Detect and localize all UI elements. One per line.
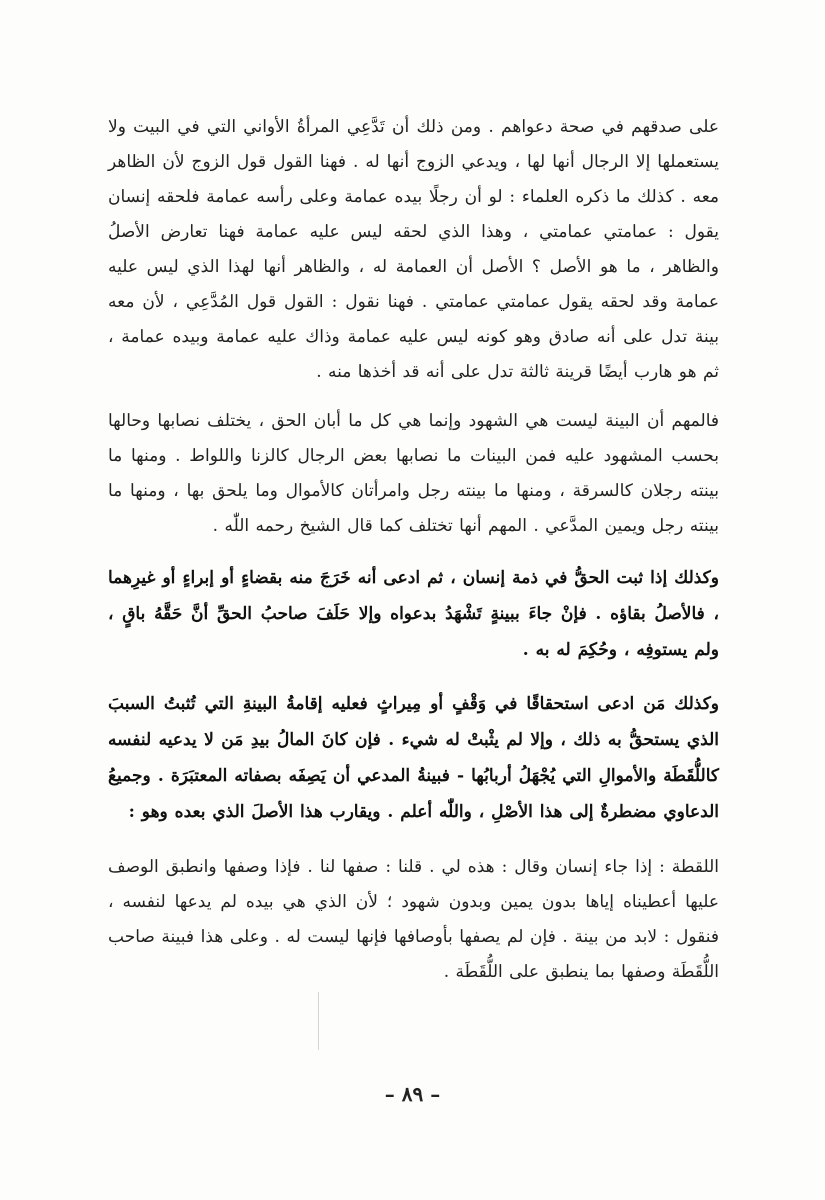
page-number: – ٨٩ – [384,1082,441,1106]
body-paragraph: اللقطة : إذا جاء إنسان وقال : هذه لي . قلنا : صفها لنا . فإذا وصفها وانطبق الوصف عليها أعطيناه إياها بدون يمين وبدون شهود ؛ لأن الذي هي بيده لم يدعها لنفسه ، فنقول : لابد من بينة . فإن لم يصفها بأوصافها فإنها ليست له . وعلى هذا فبينة صاحب اللُّقَطَة وصفها بما ينطبق على اللُّقَطَة . [108,857,719,982]
matn-paragraph: وكذلك مَن ادعى استحقاقًا في وَقْفٍ أو مِيراثٍ فعليه إقامةُ البينةِ التي تُثبتُ السببَ الذي يستحقُّ به ذلك ، وإلا لم يثْبتْ له شيء . فإن كانَ المالُ بيدِ مَن لا يدعيه لنفسه كاللُّقَطَة والأموالِ التي يُجْهَلُ أربابُها - فبينةُ المدعي أن يَصِفَه بصفاته المعتبَرَة . وجميعُ الدعاوي مضطرةٌ إلى هذا الأصْلِ ، واللّٰه أعلم . ويقارب هذا الأصلَ الذي بعده وهو : [108,694,719,822]
body-paragraph: فالمهم أن البينة ليست هي الشهود وإنما هي كل ما أبان الحق ، يختلف نصابها وحالها بحسب المشهود عليه فمن البينات ما نصابها بعض الرجال كالزنا واللواط . ومنها ما بينته رجلان كالسرقة ، ومنها ما بينته رجل وامرأتان كالأموال وما يلحق بها ، ومنها ما بينته رجل ويمين المدَّعي . المهم أنها تختلف كما قال الشيخ رحمه اللّٰه . [108,411,719,536]
body-paragraph: على صدقهم في صحة دعواهم . ومن ذلك أن تَدَّعِي المرأةُ الأواني التي في البيت ولا يستعملها إلا الرجال أنها لها ، ويدعي الزوج أنها له . فهنا القول قول الزوج لأن الظاهر معه . كذلك ما ذكره العلماء : لو أن رجلًا بيده عمامة وعلى رأسه عمامة فلحقه إنسان يقول : عمامتي عمامتي ، وهذا الذي لحقه ليس عليه عمامة فهنا تعارض الأصلُ والظاهر ، ما هو الأصل ؟ الأصل أن العمامة له ، والظاهر أنها لهذا الذي ليس عليه عمامة وقد لحقه يقول عمامتي عمامتي . فهنا نقول : القول قول المُدَّعِي ، لأن معه بينة تدل على أنه صادق وهو كونه ليس عليه عمامة وذاك عليه عمامة وبيده عمامة ، ثم هو هارب أيضًا قرينة ثالثة تدل على أنه قد أخذها منه . [108,117,719,382]
matn-paragraph: وكذلك إذا ثبت الحقُّ في ذمة إنسان ، ثم ادعى أنه خَرَجَ منه بقضاءٍ أو إبراءٍ أو غيرِهما ، فالأصلُ بقاؤه . فإنْ جاءَ ببينةٍ تَشْهَدُ بدعواه وإلا حَلَفَ صاحبُ الحقِّ أنَّ حَقَّهُ باقٍ ، ولم يستوفِه ، وحُكِمَ له به . [108,568,719,660]
scan-artifact-line [318,992,319,1050]
